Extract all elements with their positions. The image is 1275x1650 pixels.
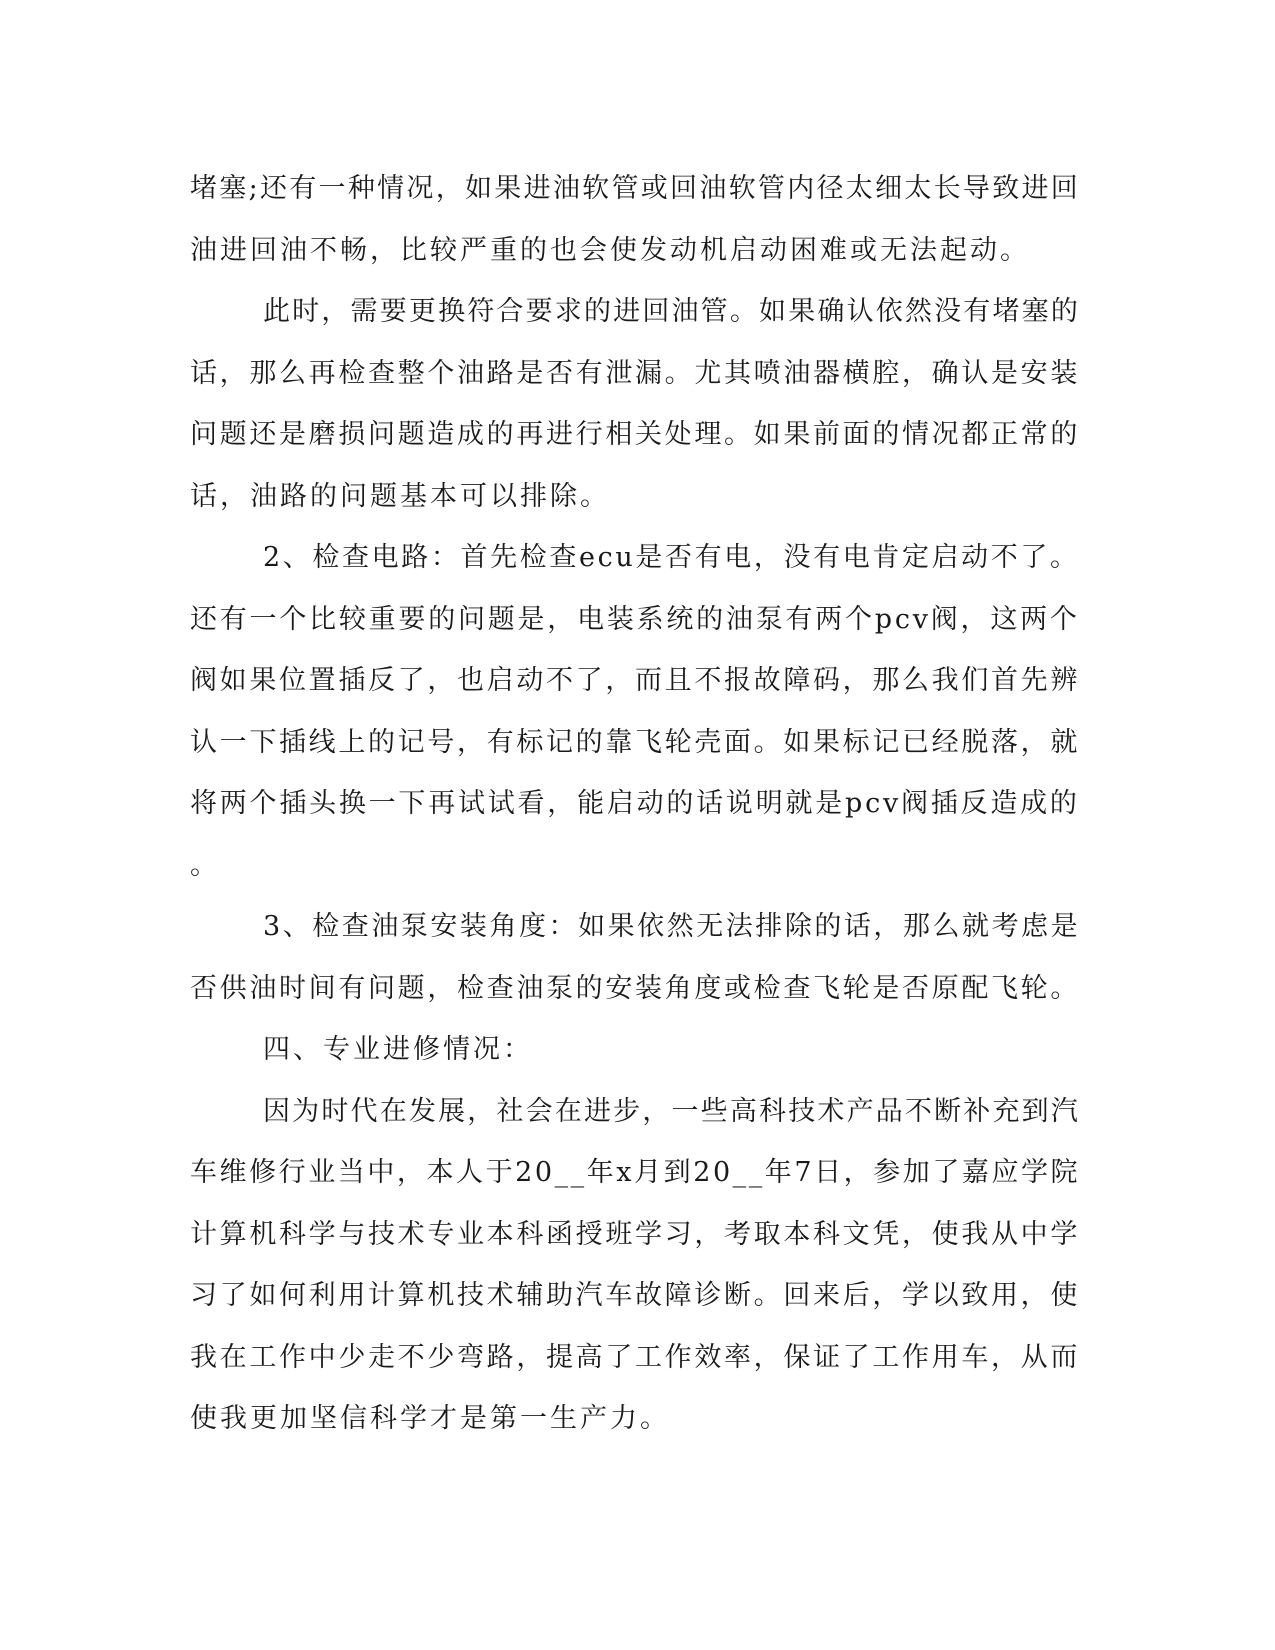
text-line: 阀如果位置插反了，也启动不了，而且不报故障码，那么我们首先辨: [190, 665, 1080, 696]
paragraph: [190, 281, 1080, 527]
text-line: 否供油时间有问题，检查油泵的安装角度或检查飞轮是否原配飞轮。: [190, 972, 1080, 1004]
text-line: 四、专业进修情况：: [263, 1034, 533, 1065]
text-line: 此时，需要更换符合要求的进回油管。如果确认依然没有堵塞的: [263, 296, 1080, 327]
text-line: 。: [190, 849, 220, 881]
paragraph: [190, 896, 1080, 1019]
text-line: 习了如何利用计算机技术辅助汽车故障诊断。回来后，学以致用，使: [190, 1280, 1080, 1311]
paragraph: [190, 527, 1080, 896]
text-line: 问题还是磨损问题造成的再进行相关处理。如果前面的情况都正常的: [190, 419, 1080, 450]
text-line: 还有一个比较重要的问题是，电装系统的油泵有两个pcv阀，这两个: [190, 603, 1080, 635]
document-body: [190, 158, 1080, 1450]
text-line: 堵塞;还有一种情况，如果进油软管或回油软管内径太细太长导致进回: [190, 173, 1081, 204]
text-line: 话，那么再检查整个油路是否有泄漏。尤其喷油器横腔，确认是安装: [190, 357, 1080, 389]
text-line: 因为时代在发展，社会在进步，一些高科技术产品不断补充到汽: [263, 1095, 1080, 1127]
text-line: 3、检查油泵安装角度：如果依然无法排除的话，那么就考虑是: [263, 911, 1081, 942]
text-line: 话，油路的问题基本可以排除。: [190, 480, 610, 512]
paragraph: [190, 158, 1080, 281]
text-line: 使我更加坚信科学才是第一生产力。: [190, 1403, 670, 1434]
text-line: 油进回油不畅，比较严重的也会使发动机启动困难或无法起动。: [190, 234, 1030, 266]
text-line: 将两个插头换一下再试试看，能启动的话说明就是pcv阀插反造成的: [190, 788, 1080, 819]
text-line: 我在工作中少走不少弯路，提高了工作效率，保证了工作用车，从而: [190, 1341, 1080, 1373]
text-line: 计算机科学与技术专业本科函授班学习，考取本科文凭，使我从中学: [190, 1218, 1080, 1250]
text-line: 2、检查电路：首先检查ecu是否有电，没有电肯定启动不了。: [263, 542, 1080, 573]
paragraph: [190, 1081, 1080, 1450]
section-heading: [190, 1019, 1080, 1081]
text-line: 认一下插线上的记号，有标记的靠飞轮壳面。如果标记已经脱落，就: [190, 726, 1080, 758]
text-line: 车维修行业当中，本人于20__年x月到20__年7日，参加了嘉应学院: [190, 1157, 1081, 1188]
